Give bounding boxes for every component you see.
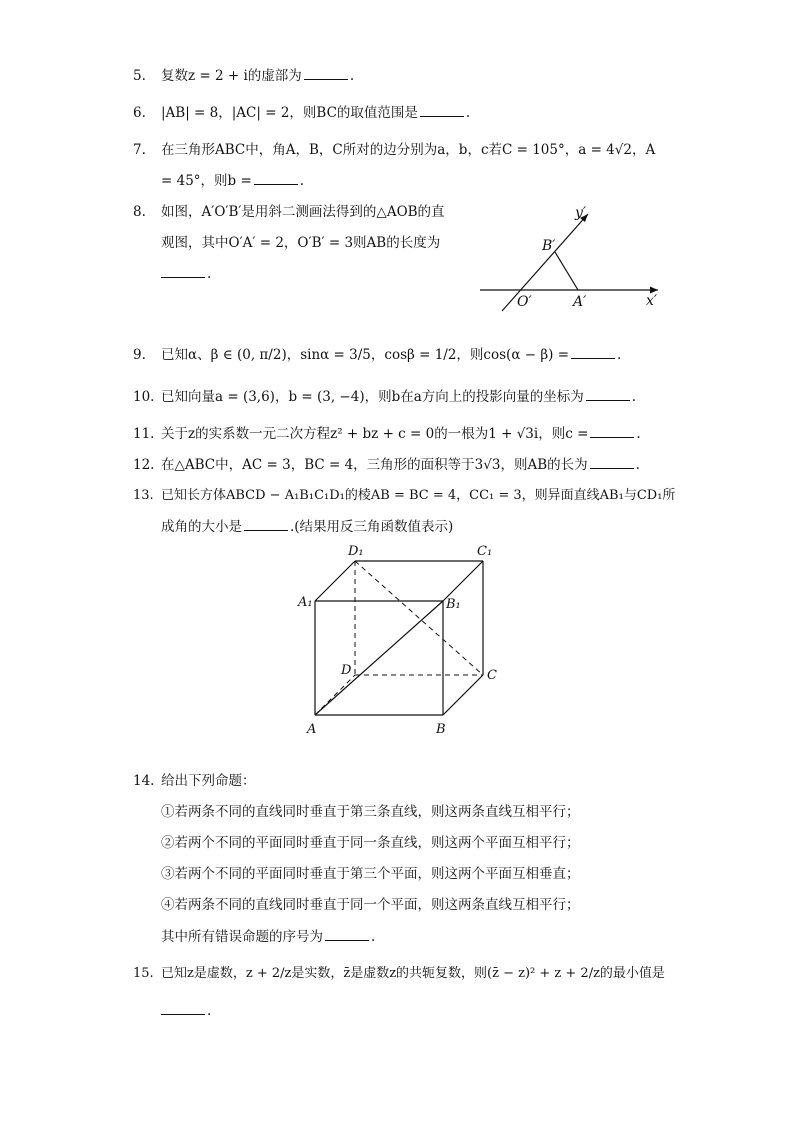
question-8-line3: . [161,265,211,283]
label-c1: C₁ [477,544,493,559]
label-a-prime: A′ [573,294,587,310]
label-b1: B₁ [446,597,461,612]
question-14-conclusion: 其中所有错误命题的序号为 . [161,929,376,945]
question-13-line2: 成角的大小是 .(结果用反三角函数值表示) [161,519,454,535]
label-o-prime: O′ [517,294,532,310]
proposition-3: ③若两个不同的平面同时垂直于第三个平面，则这两个平面互相垂直； [161,866,580,882]
question-8-line2: 观图，其中O′A′ = 2，O′B′ = 3则AB的长度为 [161,235,441,251]
oblique-projection-figure [470,198,670,316]
segment-a-b [555,252,578,290]
question-6: 6. |AB| = 8，|AC| = 2，则BC的取值范围是 . [133,105,471,121]
answer-blank [586,388,630,401]
answer-blank [590,425,634,438]
proposition-1: ①若两条不同的直线同时垂直于第三条直线，则这两条直线互相平行； [161,804,580,820]
label-x-prime: x′ [646,293,658,309]
proposition-2: ②若两个不同的平面同时垂直于同一条直线，则这两个平面互相平行； [161,835,580,851]
answer-blank [161,265,205,278]
label-b: B [436,722,446,737]
question-10: 10. 已知向量a = (3,6)，b = (3, −4)，则b在a方向上的投影向量的坐标为 . [133,389,637,405]
question-7: 7. 在三角形ABC中，角A，B，C所对的边分别为a，b，c若C = 105°，a = 4√2，A [133,142,656,158]
answer-blank [325,928,369,941]
label-y-prime: y′ [575,205,587,221]
segment-d1-c [355,561,483,675]
answer-blank [244,518,288,531]
answer-blank [254,172,298,185]
segment-a-b1 [315,601,443,715]
proposition-4: ④若两条不同的直线同时垂直于同一个平面，则这两条直线互相平行； [161,897,580,913]
label-d: D [341,663,352,678]
edge-b-c [443,675,483,715]
answer-blank [590,456,634,469]
cuboid-figure [290,538,510,740]
label-d1: D₁ [348,544,364,559]
edge-a1-d1 [315,561,355,601]
question-14: 14. 给出下列命题： [133,773,256,789]
question-11: 11. 关于z的实系数一元二次方程z² + bz + c = 0的一根为1 + √3i，则c = . [133,426,641,442]
answer-blank [420,104,464,117]
label-a1: A₁ [298,595,313,610]
question-15: 15. 已知z是虚数，z + 2/z是实数，z̄是虚数z的共轭复数，则(z̄ − z)² + z + 2/z的最小值是 [133,966,665,981]
answer-blank [571,346,615,359]
question-5: 5. 复数z = 2 + i的虚部为 . [133,68,355,84]
edge-b1-c1 [443,561,483,601]
question-13: 13. 已知长方体ABCD − A₁B₁C₁D₁的棱AB = BC = 4，CC₁ = 3，则异面直线AB₁与CD₁所 [133,488,676,503]
answer-blank [304,67,348,80]
question-9: 9. 已知α、β ∈ (0, π/2)，sinα = 3/5，cosβ = 1/2，则cos(α − β) = . [133,347,622,363]
label-a: A [307,722,317,737]
label-c: C [487,668,497,683]
question-8: 8. 如图，A′O′B′是用斜二测画法得到的△AOB的直 [133,204,445,220]
question-7-line2: = 45°，则b = . [161,173,305,189]
answer-blank [161,1002,205,1015]
question-15-line2: . [161,1002,211,1020]
label-b-prime: B′ [542,238,556,254]
question-12: 12. 在△ABC中，AC = 3，BC = 4，三角形的面积等于3√3，则AB的长为 . [133,457,640,473]
